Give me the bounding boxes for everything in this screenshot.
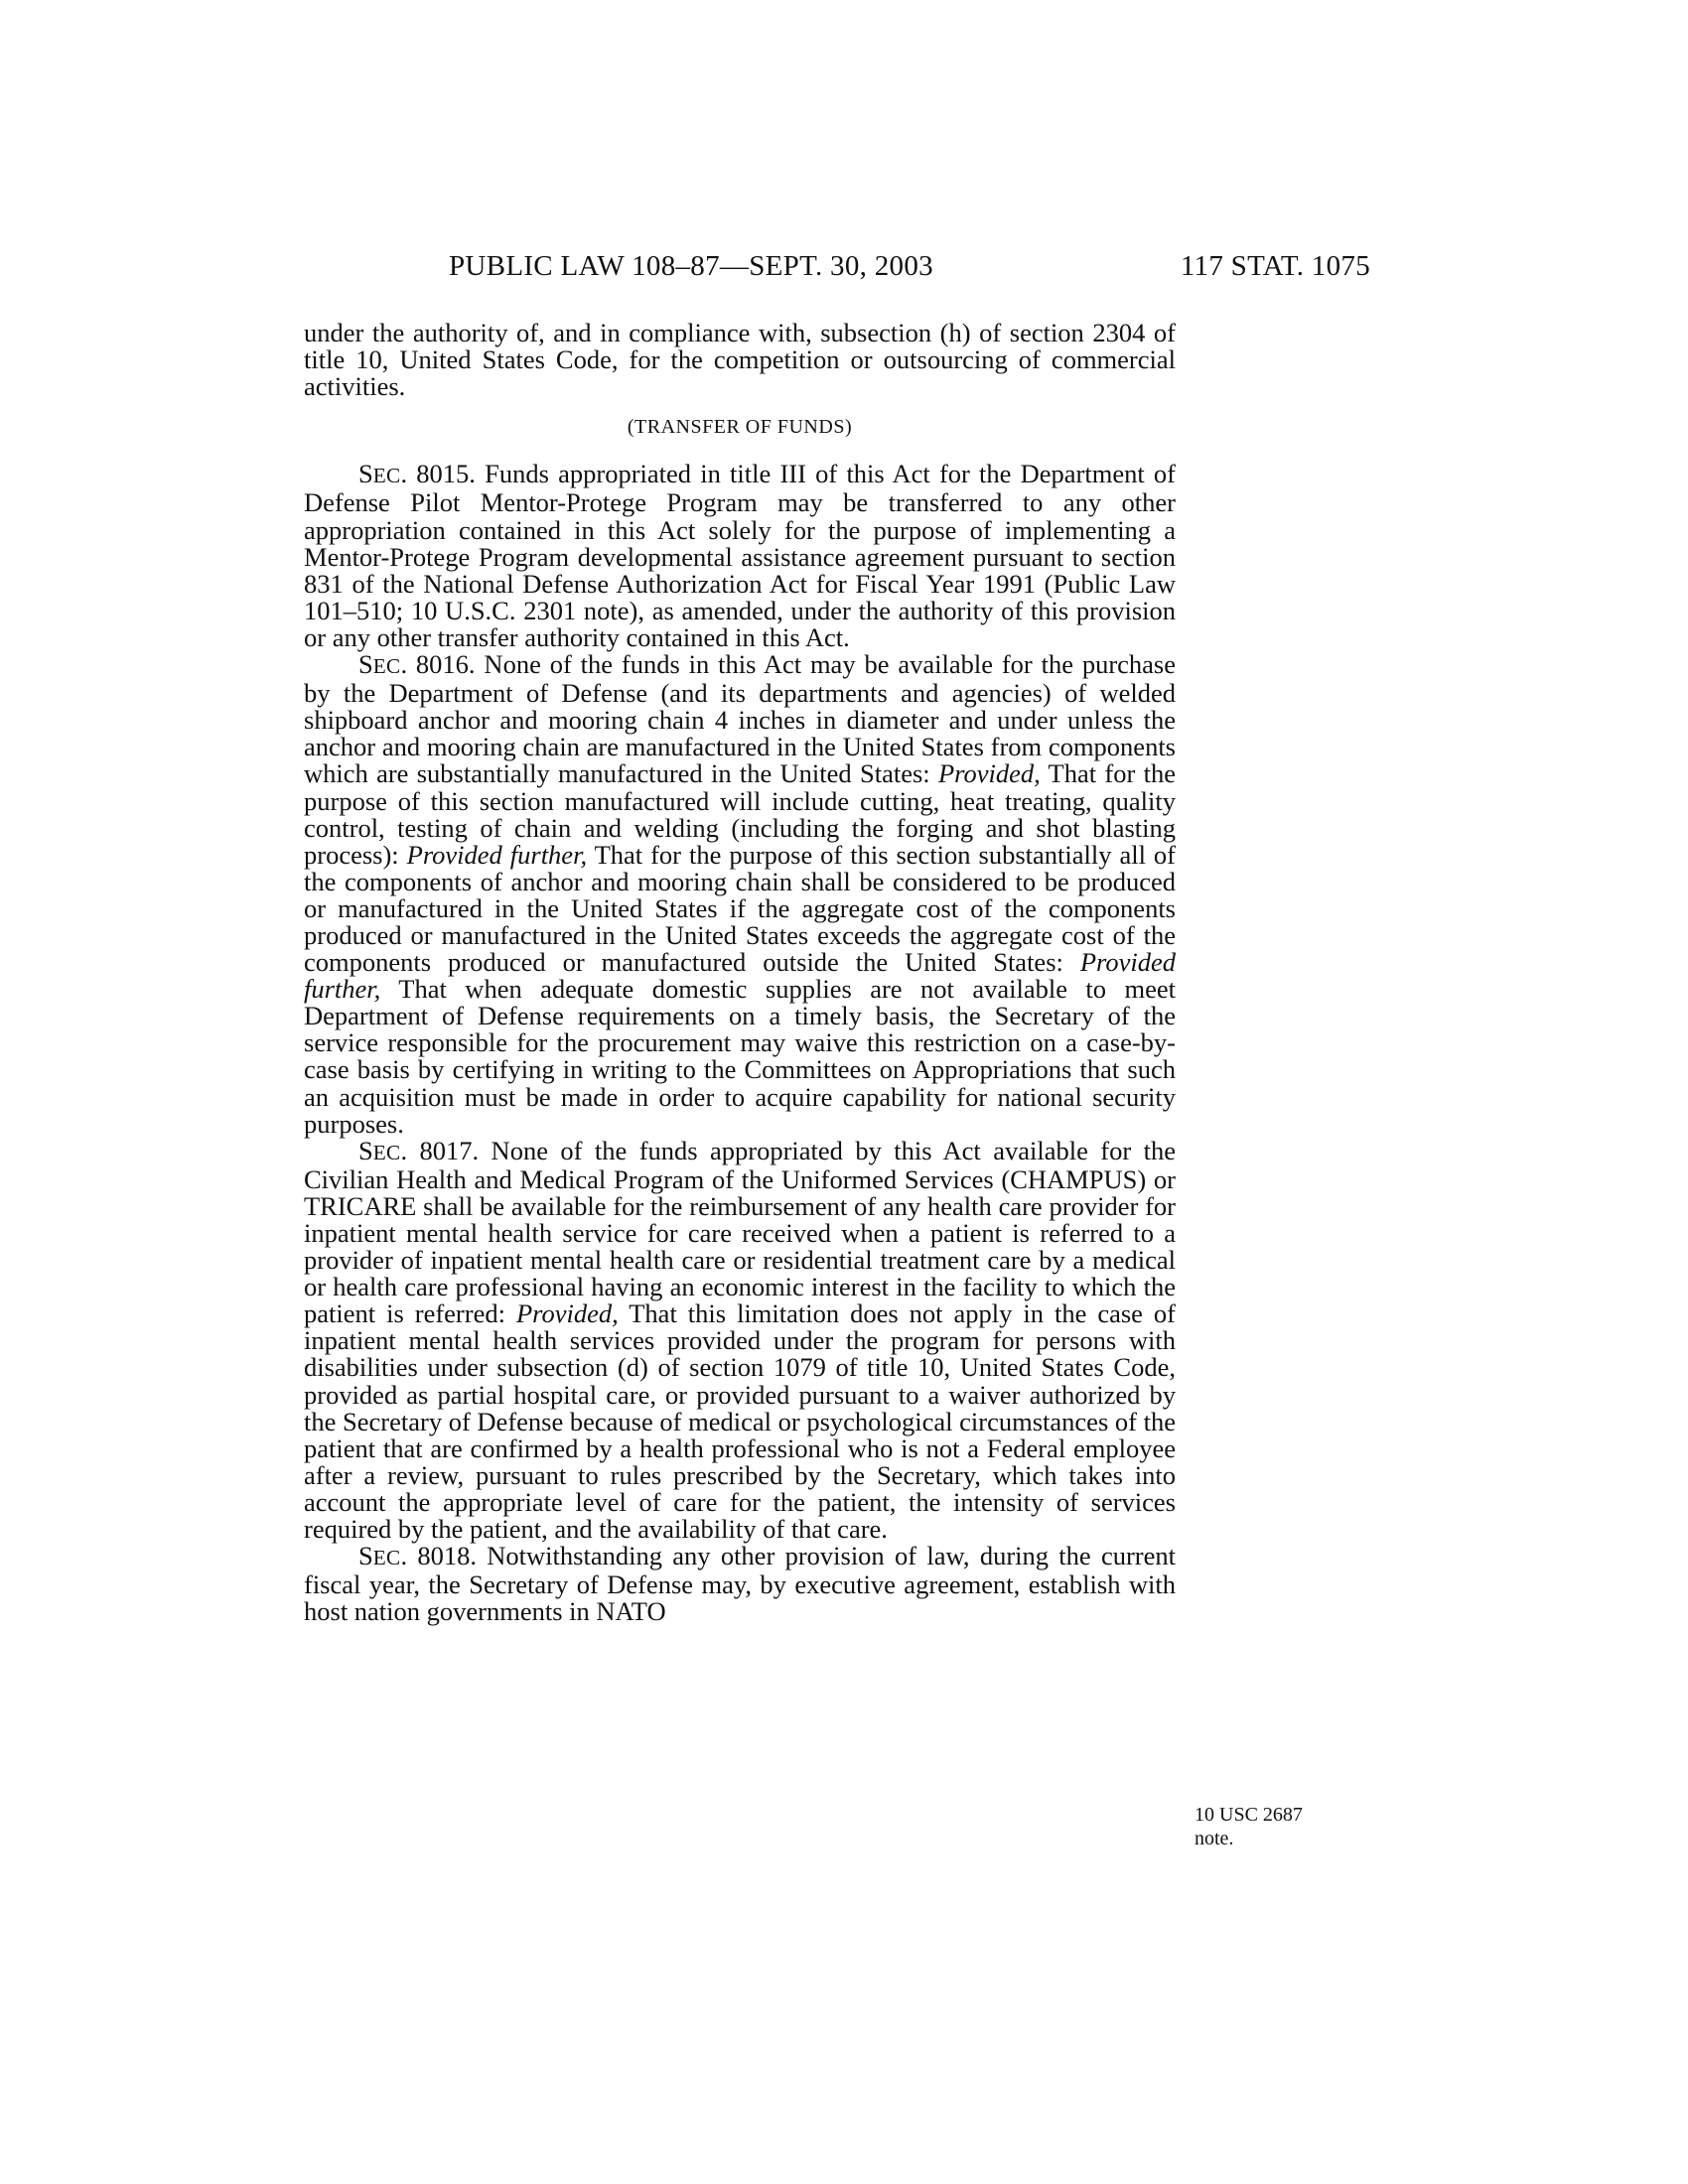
section-8017: [304, 1135, 1176, 1545]
section-8015: [304, 461, 1176, 651]
section-8018: [304, 1543, 1176, 1625]
proviso: Provided,: [515, 1298, 619, 1329]
section-text: That for the purpose of this section substantially all of the components of anchor and mooring chain shall be considered to be produced or manufactured in the United States if the aggregate cost of the components produced or manufactured in the United States exceeds the aggregate cost of the components produced or manufactured outside the United States:: [304, 839, 1176, 978]
sec-prefix: S: [358, 459, 373, 489]
statute-page-number: 117 STAT. 1075: [1180, 250, 1370, 282]
section-number: . 8018.: [400, 1541, 477, 1571]
section-number: . 8017.: [400, 1135, 480, 1165]
proviso: Provided further,: [304, 947, 1176, 1005]
sec-smallcaps: EC: [372, 1140, 401, 1164]
margin-note-line: 10 USC 2687: [1195, 1804, 1303, 1826]
continuation-paragraph: under the authority of, and in compliance with, subsection (h) of section 2304 of title 10, United States Code, for the competition or outsourcing of commercial activities.: [304, 318, 1176, 402]
page-header: [298, 250, 1370, 294]
section-text: None of the funds appropriated by this Act available for the Civilian Health and Medical Program of the Uniformed Services (CHAMPUS) or TRICARE shall be available for the reimbursement of any health care provider for inpatient mental health service for care received when a patient is referred to a provider of inpatient mental health care or residential treatment care by a medical or health care professional having an economic interest in the facility to which the patient is referred:: [304, 1135, 1176, 1329]
section-number: . 8015.: [400, 459, 476, 489]
running-title: PUBLIC LAW 108–87—SEPT. 30, 2003: [449, 250, 933, 282]
section-heading: (TRANSFER OF FUNDS): [627, 416, 853, 439]
proviso: Provided further,: [406, 839, 588, 870]
section-8016: [304, 651, 1176, 1138]
sec-smallcaps: EC: [372, 654, 401, 679]
sec-smallcaps: EC: [372, 1546, 401, 1570]
margin-note-line: note.: [1195, 1828, 1234, 1849]
section-text: That when adequate domestic supplies are not available to meet Department of Defense requirements on a timely basis, the Secretary of the service responsible for the procurement may waive this restriction on a case-by-case basis by certifying in writing to the Committees on Appropriations that such an acquisition must be made in order to acquire capability for national security purposes.: [304, 974, 1176, 1139]
proviso: Provided,: [937, 758, 1041, 789]
section-text: That for the purpose of this section manufactured will include cutting, heat treating, quality control, testing of chain and welding (including the forging and shot blasting process):: [304, 758, 1176, 870]
sec-prefix: S: [358, 1541, 373, 1571]
sec-prefix: S: [358, 1135, 373, 1165]
sec-prefix: S: [358, 649, 373, 680]
section-number: . 8016.: [400, 649, 476, 680]
body-text: [304, 320, 1176, 1625]
margin-citation-note: [1195, 1803, 1303, 1850]
sec-smallcaps: EC: [372, 464, 401, 488]
section-text: That this limitation does not apply in the case of inpatient mental health services provided under the program for persons with disabilities under subsection (d) of section 1079 of title 10, United States Code, provided as partial hospital care, or provided pursuant to a waiver authorized by the Secretary of Defense because of medical or psychological circumstances of the patient that are confirmed by a health professional who is not a Federal employee after a review, pursuant to rules prescribed by the Secretary, which takes into account the appropriate level of care for the patient, the intensity of services required by the patient, and the availability of that care.: [304, 1298, 1176, 1545]
section-text: Notwithstanding any other provision of law, during the current fiscal year, the Secretary of Defense may, by executive agreement, establish with host nation governments in NATO: [304, 1541, 1177, 1627]
section-text: None of the funds in this Act may be available for the purchase by the Department of Defense (and its departments and agencies) of welded shipboard anchor and mooring chain 4 inches in diameter and under unless the anchor and mooring chain are manufactured in the United States from components which are substantially manufactured in the United States:: [304, 649, 1177, 789]
section-text: Funds appropriated in title III of this Act for the Department of Defense Pilot Mentor-Protege Program may be transferred to any other appropriation contained in this Act solely for the purpose of implementing a Mentor-Protege Program developmental assistance agreement pursuant to section 831 of the National Defense Authorization Act for Fiscal Year 1991 (Public Law 101–510; 10 U.S.C. 2301 note), as amended, under the authority of this provision or any other transfer authority contained in this Act.: [304, 459, 1177, 652]
